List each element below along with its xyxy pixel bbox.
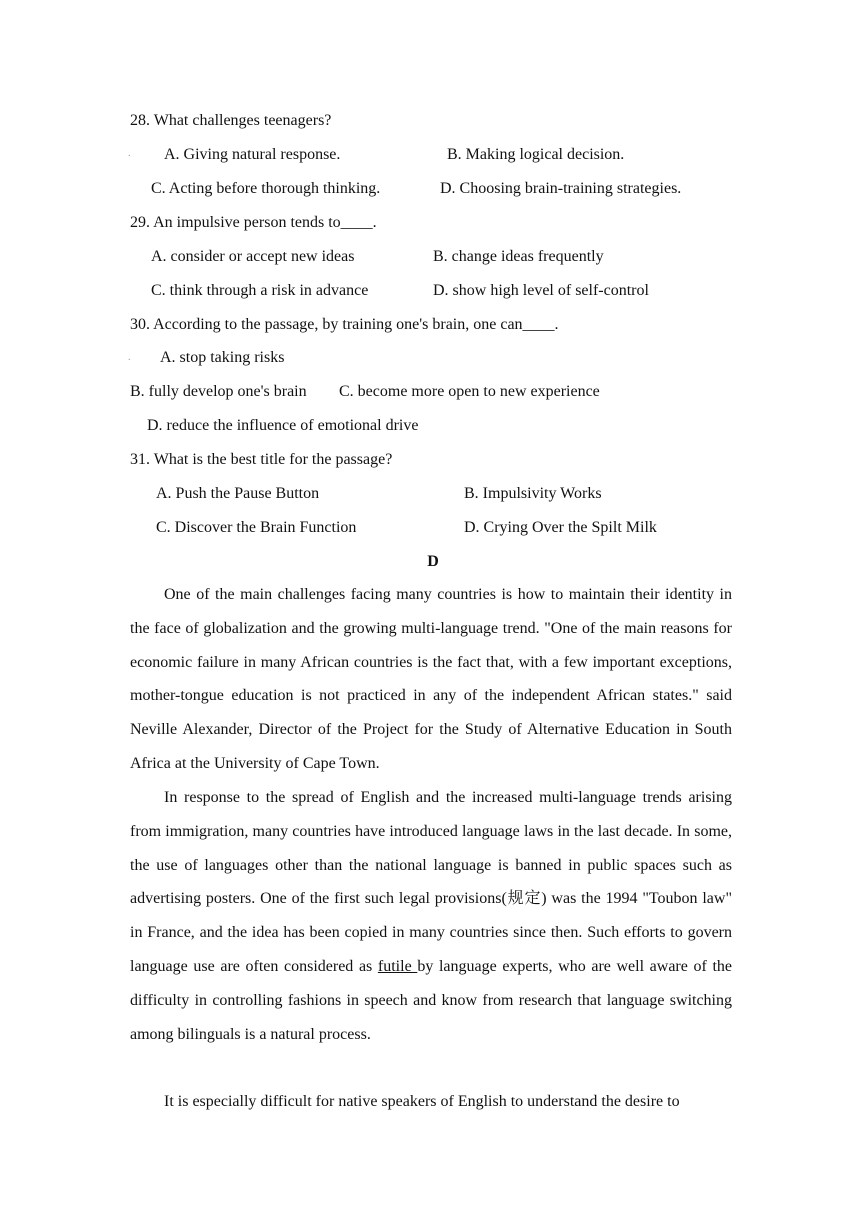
margin-mark: . bbox=[128, 352, 131, 363]
q31-option-c: C. Discover the Brain Function bbox=[156, 519, 357, 536]
q31-option-a: A. Push the Pause Button bbox=[156, 485, 320, 502]
q28-option-b: B. Making logical decision. bbox=[447, 146, 625, 163]
q28-option-a: A. Giving natural response. bbox=[164, 146, 341, 163]
q30-option-d: D. reduce the influence of emotional drive bbox=[147, 417, 419, 434]
paragraph-2-text-start: In response to the spread of English and the increased multi-language trends arising from immigration, many countries have introduced language laws in the last decade. In some, the use of languages other than the national language is banned in public spaces such as advertising posters. One of the first such legal provisions(规定) was the 1994 "Toubon law" in France, and the idea has been copied in many countries since then. Such efforts to govern language use are often considered as bbox=[130, 789, 732, 975]
question-30-stem: 30. According to the passage, by training one's brain, one can____. bbox=[130, 316, 559, 333]
q31-option-d: D. Crying Over the Spilt Milk bbox=[464, 519, 657, 536]
margin-mark: . bbox=[128, 148, 131, 159]
paragraph-2-text-end: by language experts, who are well aware of the difficulty in controlling fashions in speech and know from research that language switching among bilinguals is a natural process. bbox=[130, 957, 733, 1043]
q30-option-c: C. become more open to new experience bbox=[339, 383, 600, 400]
q29-option-b: B. change ideas frequently bbox=[433, 248, 604, 265]
section-heading: D bbox=[427, 553, 439, 570]
question-29-stem: 29. An impulsive person tends to____. bbox=[130, 214, 377, 231]
q29-option-c: C. think through a risk in advance bbox=[151, 282, 369, 299]
q28-option-c: C. Acting before thorough thinking. bbox=[151, 180, 381, 197]
passage-paragraph-1: One of the main challenges facing many countries is how to maintain their identity in the face of globalization and the growing multi-language trend. "One of the main reasons for economic failure in many African countries is the fact that, with a few important exceptions, mother-tongue education is not practiced in any of the independent African states." said Neville Alexander, Director of the Project for the Study of Alternative Education in South Africa at the University of Cape Town. bbox=[130, 586, 732, 772]
q28-option-d: D. Choosing brain-training strategies. bbox=[440, 180, 682, 197]
q31-option-b: B. Impulsivity Works bbox=[464, 485, 602, 502]
q29-option-d: D. show high level of self-control bbox=[433, 282, 649, 299]
passage-paragraph-2 bbox=[130, 781, 732, 1051]
q29-option-a: A. consider or accept new ideas bbox=[151, 248, 355, 265]
underlined-word-futile: futile bbox=[377, 957, 418, 975]
question-31-stem: 31. What is the best title for the passage? bbox=[130, 451, 393, 468]
passage-paragraph-3: It is especially difficult for native speakers of English to understand the desire to bbox=[164, 1093, 680, 1110]
q30-option-a: A. stop taking risks bbox=[160, 349, 285, 366]
question-28-stem: 28. What challenges teenagers? bbox=[130, 112, 332, 129]
q30-option-b: B. fully develop one's brain bbox=[130, 383, 307, 400]
